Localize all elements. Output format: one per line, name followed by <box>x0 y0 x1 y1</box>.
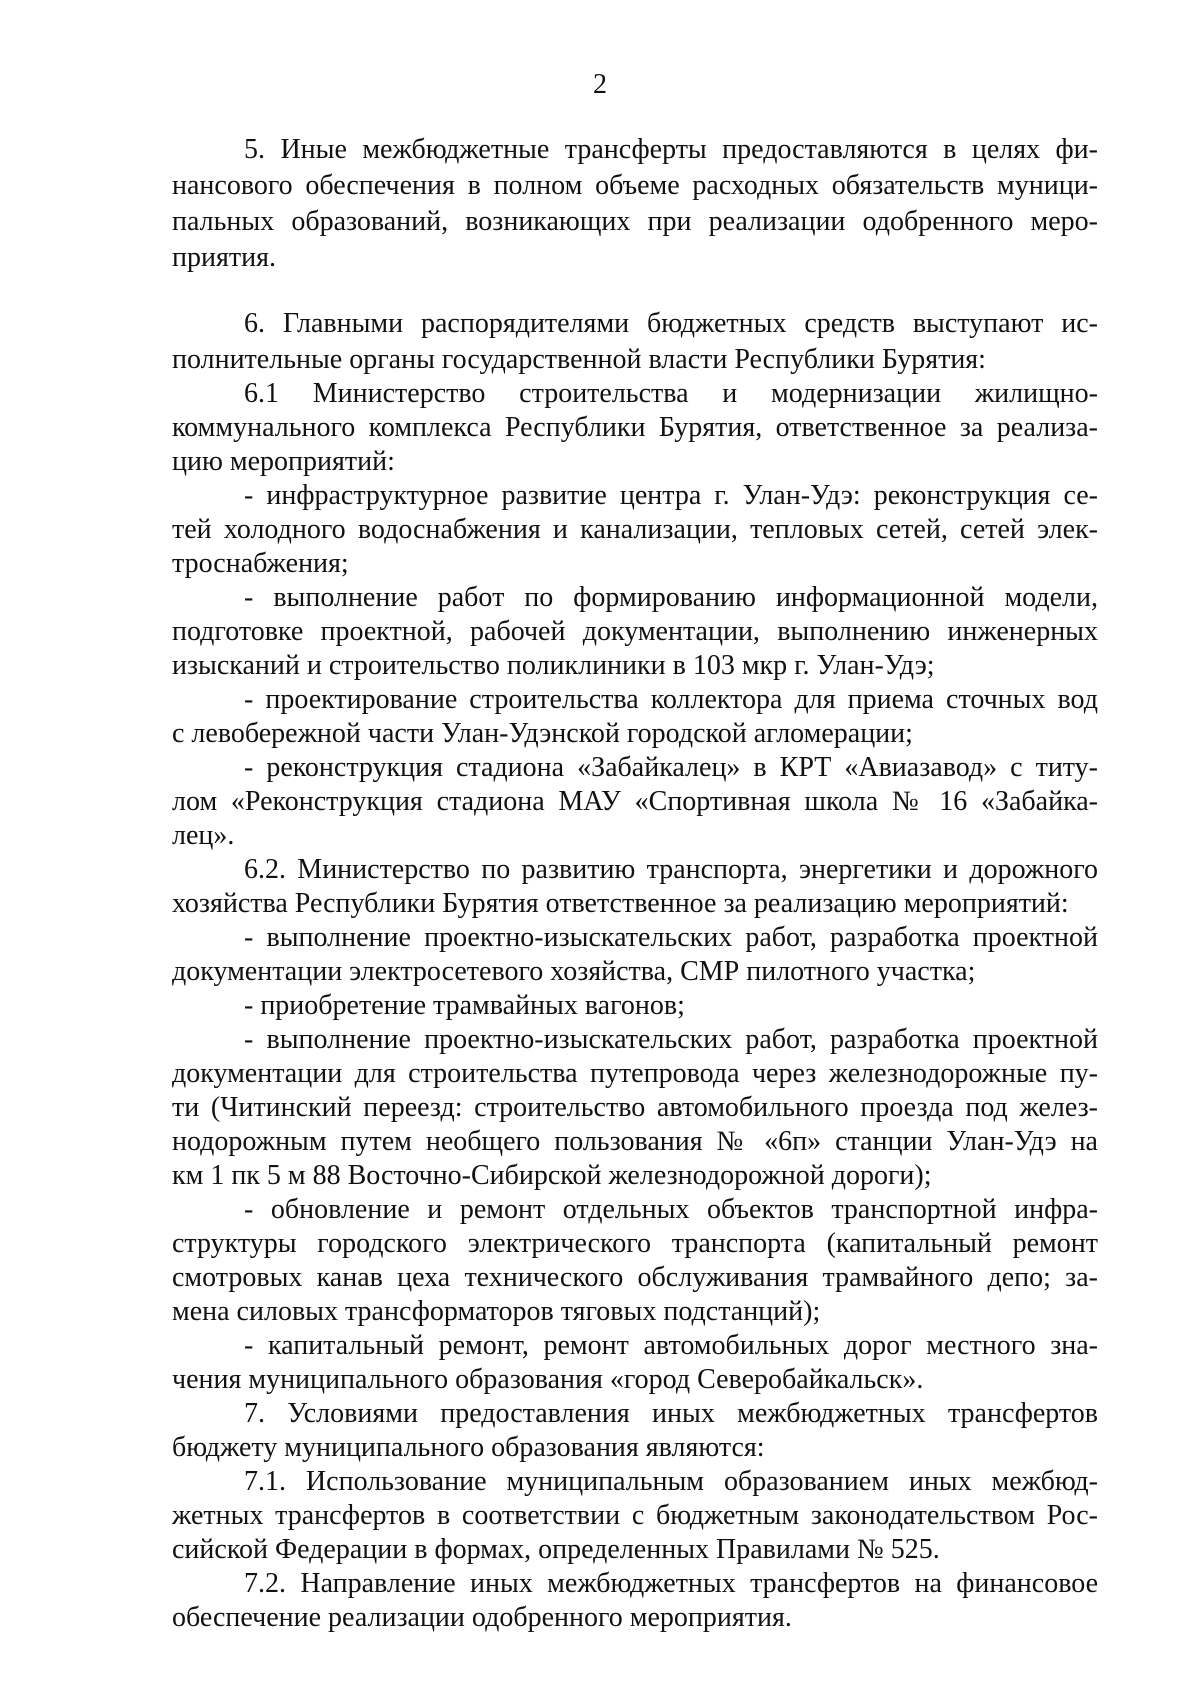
text-line: цию мероприятий: <box>172 446 395 477</box>
text-line: хозяйства Республики Бурятия ответственное за реализацию мероприятий: <box>172 888 1069 919</box>
text-line: изысканий и строительство поликлиники в 103 мкр г. Улан-Удэ; <box>172 650 935 681</box>
page-number: 2 <box>593 69 607 100</box>
text-line: км 1 пк 5 м 88 Восточно-Сибирской железнодорожной дороги); <box>172 1160 932 1191</box>
text-line: - реконструкция стадиона «Забайкалец» в КРТ «Авиазавод» с титу- <box>244 752 1098 783</box>
text-line: лец». <box>172 820 235 851</box>
text-line: документации для строительства путепровода через железнодорожные пу- <box>172 1058 1098 1089</box>
text-line: жетных трансфертов в соответствии с бюджетным законодательством Рос- <box>172 1500 1098 1531</box>
text-line: 6.1 Министерство строительства и модернизации жилищно- <box>244 378 1098 409</box>
text-line: документации электросетевого хозяйства, СМР пилотного участка; <box>172 956 976 987</box>
text-line: тей холодного водоснабжения и канализации, тепловых сетей, сетей элек- <box>172 514 1098 545</box>
text-line: - выполнение проектно-изыскательских работ, разработка проектной <box>244 922 1098 953</box>
text-line: - капитальный ремонт, ремонт автомобильных дорог местного зна- <box>244 1330 1098 1361</box>
text-line: с левобережной части Улан-Удэнской городской агломерации; <box>172 718 913 749</box>
text-line: чения муниципального образования «город Северобайкальск». <box>172 1364 924 1395</box>
text-line: ти (Читинский переезд: строительство автомобильного проезда под желез- <box>172 1092 1098 1123</box>
text-line: пальных образований, возникающих при реализации одобренного меро- <box>172 206 1098 237</box>
text-line: сийской Федерации в формах, определенных Правилами № 525. <box>172 1534 940 1565</box>
text-line: 7. Условиями предоставления иных межбюджетных трансфертов <box>244 1398 1098 1429</box>
text-line: мена силовых трансформаторов тяговых подстанций); <box>172 1296 821 1327</box>
text-line: полнительные органы государственной власти Республики Бурятия: <box>172 344 986 375</box>
text-line: - инфраструктурное развитие центра г. Улан-Удэ: реконструкция се- <box>244 480 1098 511</box>
text-line: 7.1. Использование муниципальным образованием иных межбюд- <box>244 1466 1098 1497</box>
text-line: - приобретение трамвайных вагонов; <box>244 990 685 1021</box>
text-line: бюджету муниципального образования являются: <box>172 1432 765 1463</box>
text-line: - обновление и ремонт отдельных объектов транспортной инфра- <box>244 1194 1098 1225</box>
text-line: нодорожным путем необщего пользования № «6п» станции Улан-Удэ на <box>172 1126 1098 1157</box>
text-line: - проектирование строительства коллектора для приема сточных вод <box>244 684 1098 715</box>
text-line: коммунального комплекса Республики Бурятия, ответственное за реализа- <box>172 412 1098 443</box>
text-line: - выполнение работ по формированию информационной модели, <box>244 582 1098 613</box>
text-line: обеспечение реализации одобренного мероприятия. <box>172 1602 792 1633</box>
text-line: смотровых канав цеха технического обслуживания трамвайного депо; за- <box>172 1262 1098 1293</box>
text-line: подготовке проектной, рабочей документации, выполнению инженерных <box>172 616 1098 647</box>
text-line: лом «Реконструкция стадиона МАУ «Спортивная школа № 16 «Забайка- <box>172 786 1098 817</box>
text-line: структуры городского электрического транспорта (капитальный ремонт <box>172 1228 1098 1259</box>
text-line: 6. Главными распорядителями бюджетных средств выступают ис- <box>244 308 1098 339</box>
text-line: 7.2. Направление иных межбюджетных трансфертов на финансовое <box>244 1568 1098 1599</box>
text-line: 5. Иные межбюджетные трансферты предоставляются в целях фи- <box>244 134 1098 165</box>
text-line: 6.2. Министерство по развитию транспорта, энергетики и дорожного <box>244 854 1098 885</box>
text-line: троснабжения; <box>172 548 349 579</box>
text-line: нансового обеспечения в полном объеме расходных обязательств муници- <box>172 170 1098 201</box>
text-line: приятия. <box>172 242 276 273</box>
text-line: - выполнение проектно-изыскательских работ, разработка проектной <box>244 1024 1098 1055</box>
